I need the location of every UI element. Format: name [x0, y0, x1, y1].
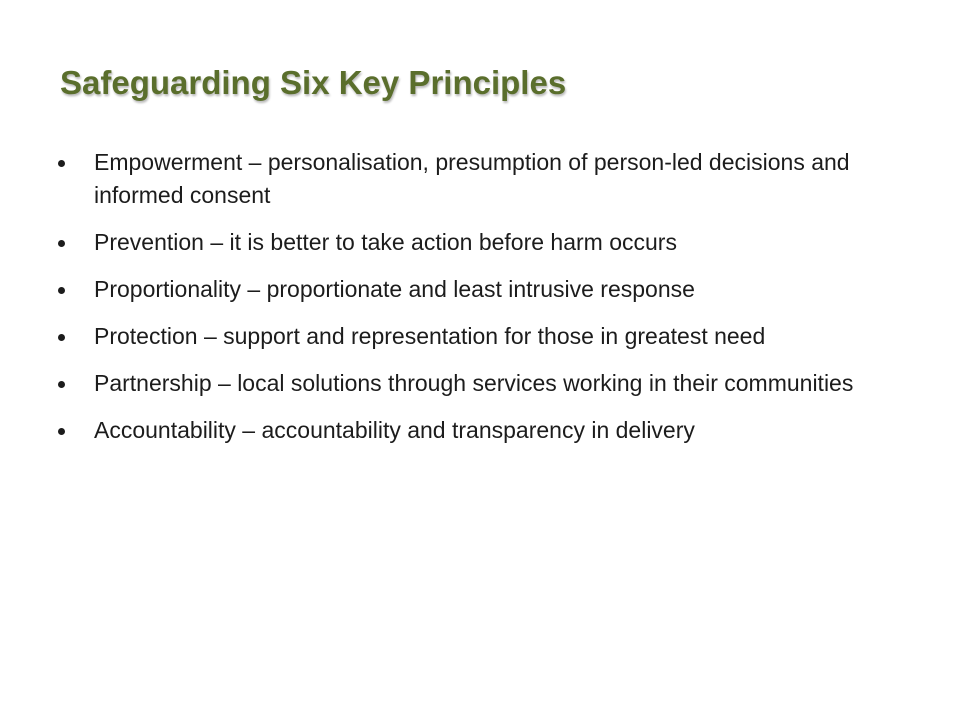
slide-title: Safeguarding Six Key Principles: [60, 64, 567, 101]
bullet-dot-icon: [58, 160, 65, 167]
bullet-text: Partnership – local solutions through services working in their communities: [94, 370, 854, 396]
bullet-text: Accountability – accountability and transparency in delivery: [94, 417, 695, 443]
bullet-item-protection: [56, 320, 906, 353]
bullet-list: [56, 146, 906, 461]
bullet-dot-icon: [58, 240, 65, 247]
bullet-text: Proportionality – proportionate and least intrusive response: [94, 276, 695, 302]
bullet-text: Empowerment – personalisation, presumption of person-led decisions and informed consent: [94, 149, 850, 208]
bullet-item-accountability: [56, 414, 906, 447]
bullet-text: Prevention – it is better to take action before harm occurs: [94, 229, 677, 255]
bullet-dot-icon: [58, 381, 65, 388]
bullet-item-partnership: [56, 367, 906, 400]
bullet-dot-icon: [58, 287, 65, 294]
bullet-item-empowerment: [56, 146, 906, 212]
bullet-dot-icon: [58, 428, 65, 435]
bullet-dot-icon: [58, 334, 65, 341]
bullet-text: Protection – support and representation for those in greatest need: [94, 323, 766, 349]
bullet-item-proportionality: [56, 273, 906, 306]
bullet-item-prevention: [56, 226, 906, 259]
